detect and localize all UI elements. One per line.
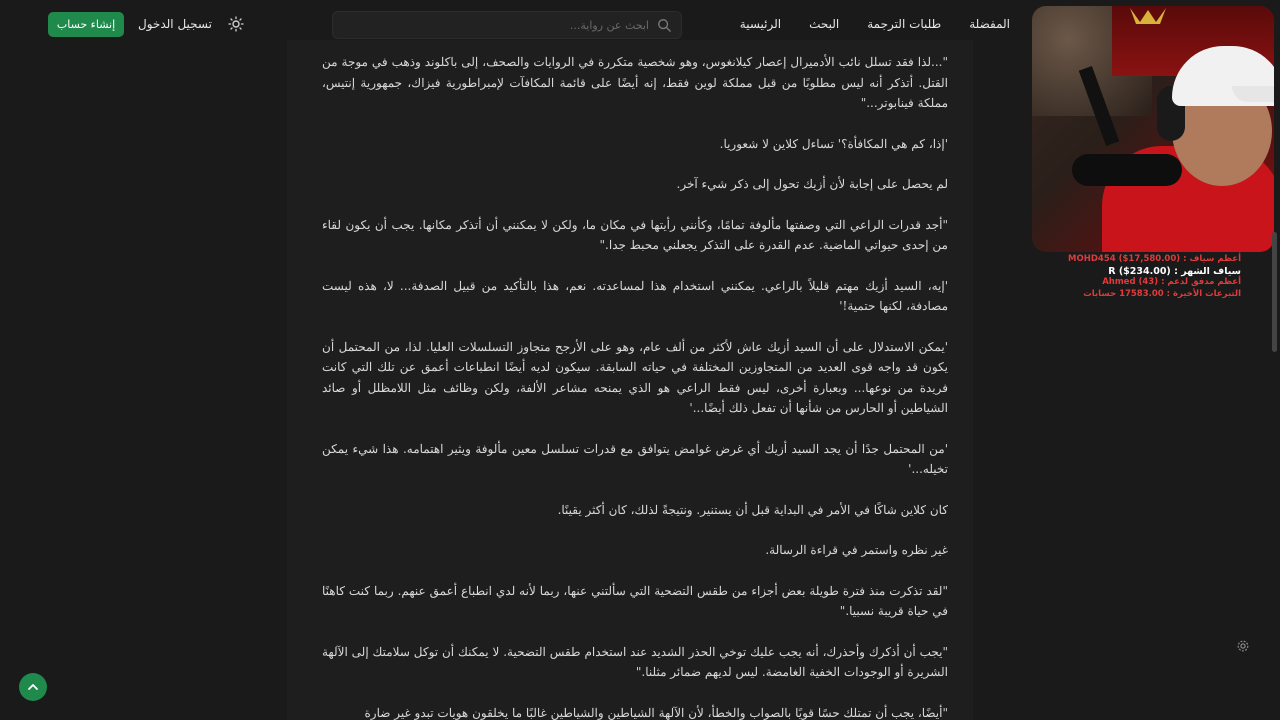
top-donor: أعظم سياف : (MOHD454 ($17,580.00 (1068, 254, 1241, 264)
search-input[interactable] (343, 19, 649, 32)
paragraph: "يجب أن أذكرك وأحذرك، أنه يجب عليك توخي الحذر الشديد عند استخدام طقس التضحية. لا يمكنك أن توكل سلامتك إلى الآلهة الشريرة أو الوجودات الخفية الغامضة. ليس لديهم ضمائر مثلنا." (322, 644, 948, 679)
gear-icon[interactable] (1236, 639, 1250, 653)
paragraph: 'يمكن الاستدلال على أن السيد أزيك عاش لأكثر من ألف عام، وهو على الأرجح متجاوز التسلسلات العليا. لذا، من المحتمل أن يكون قد واجه قوى العديد من المتجاوزين المختلفة في حياته السابقة. سيكون لديه أيضًا انطباعات أعمق عن تلك التي كانت فريدة من نوعها... وبعبارة أخرى، ليس فقط الراعي هو الذي يمنحه مشاعر الألفة، ولكن وظائف مثل اللامظلل أو صائد الشياطين أو الحارس من شأنها أن تفعل ذلك أيضًا...' (322, 339, 948, 415)
paragraph: "...لذا فقد تسلل نائب الأدميرال إعصار كيلانغوس، وهو شخصية متكررة في الروايات والصحف، إلى باكلوند وذهب في موجة من القتل. أتذكر أنه ليس مطلوبًا من قبل مملكة لوين فقط، إنه أيضًا على قائمة المكافآت لإمبراطورية فيزاك، جمهورية إنتيس، مملكة فينابوتر..." (322, 55, 948, 110)
crown-logo-icon (1128, 6, 1168, 26)
paragraph: غير نظره واستمر في قراءة الرسالة. (765, 543, 948, 557)
search-icon (657, 18, 671, 32)
paragraph: "أيضًا، يجب أن تمتلك حسًا قويًا بالصواب والخطأ، لأن الآلهة الشياطين والشياطين غالبًا ما يخلقون هويات تبدو غير ضارة (364, 705, 948, 720)
paragraph: كان كلاين شاكًا في الأمر في البداية قبل أن يستنير. ونتيجةً لذلك، كان أكثر يقينًا. (557, 502, 948, 517)
recent-donations: التبرعات الأخيرة : 17583.00 حسابات (1083, 288, 1241, 299)
page-scrollbar[interactable] (1270, 0, 1278, 720)
paragraph: "لقد تذكرت منذ فترة طويلة بعض أجزاء من طقس التضحية التي سألتني عنها، ربما لأنه لدي انطباع أعمق عنهم. ربما كنت كاهنًا في حياة قريبة نسبيا." (322, 583, 948, 618)
nav-search[interactable]: البحث (809, 17, 840, 31)
scroll-top-button[interactable] (19, 673, 47, 701)
login-link[interactable]: تسجيل الدخول (138, 17, 212, 31)
search-bar[interactable] (332, 11, 682, 39)
microphone (1072, 154, 1182, 186)
nav-translation-requests[interactable]: طلبات الترجمة (867, 17, 942, 31)
chapter-content (322, 52, 948, 720)
stream-stats (1066, 254, 1241, 300)
top-supporter: أعظم مدفق لدعم : (43) Ahmed (1102, 277, 1241, 287)
nav-favorites[interactable]: المفضلة (969, 17, 1010, 31)
month-donor: سياف الشهر : R ($234.00) (1108, 265, 1241, 277)
signup-button[interactable]: إنشاء حساب (48, 12, 124, 37)
sun-icon[interactable] (228, 16, 244, 32)
webcam-overlay (1032, 6, 1274, 252)
nav-home[interactable]: الرئيسية (739, 17, 782, 31)
chevron-up-icon (27, 681, 39, 693)
paragraph: لم يحصل على إجابة لأن أزيك تحول إلى ذكر شيء آخر. (676, 177, 948, 191)
paragraph: 'إيه، السيد أزيك مهتم قليلاً بالراعي. يمكنني استخدام هذا لمساعدته. نعم، هذا بالتأكيد من قبيل الصدفة... لا، هذه ليست مصادفة، لكنها حتمية!' (322, 278, 948, 313)
paragraph: 'من المحتمل جدًا أن يجد السيد أزيك أي غرض غوامض يتوافق مع قدرات تسلسل معين مألوفة ويثير اهتمامه. هذا شيء يمكن تخيله...' (322, 441, 948, 476)
paragraph: 'إذا، كم هي المكافأة؟' تساءل كلاين لا شعوريا. (719, 136, 948, 151)
scroll-thumb[interactable] (1272, 232, 1277, 352)
paragraph: "أجد قدرات الراعي التي وصفتها مألوفة تمامًا، وكأنني رأيتها في مكان ما، ولكن لا يمكنني أن أتذكر مكانها. يجب أن يكون لقاء من إحدى حيواتي الماضية. عدم القدرة على التذكر يجعلني محبط جدا." (322, 217, 948, 252)
